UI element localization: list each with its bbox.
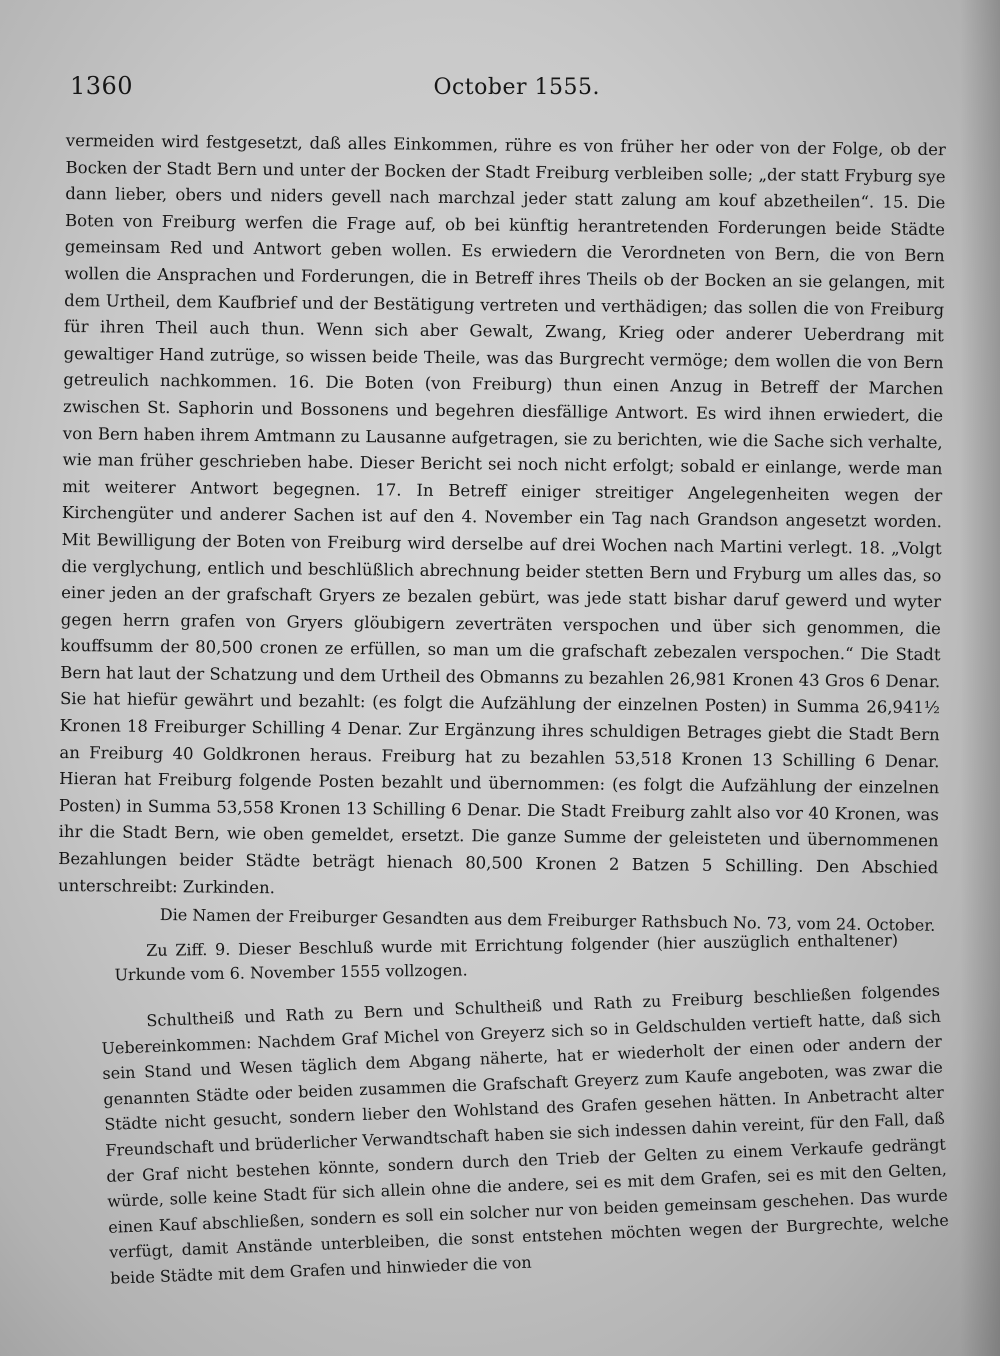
footnote-envoys: Die Namen der Freiburger Gesandten aus dem Freiburger Rathsbuch No. 73, vom 24. October. xyxy=(159,904,936,935)
main-paragraph: vermeiden wird festgesetzt, daß alles Einkommen, rühre es von früher her oder von der Folge, ob der Bocken der Stadt Bern und unter der Bocken der Stadt Freiburg verbleiben solle; „der statt Fryburg sye dann lieber, obers und niders gevell nach marchzal jeder statt zalung am kouf abzetheilen“. 15. Die Boten von Freiburg werfen die Frage auf, ob bei künftig herantretenden Forderungen beide Städte gemeinsam Red und Antwort geben wollen. Es erwiedern die Verordneten von Bern, die von Bern wollen die Ansprachen und Forderungen, die in Betreff ihres Theils ob der Bocken an sie gelangen, mit dem Urtheil, dem Kaufbrief und der Bestätigung vertreten und verthädigen; das sollen die von Freiburg für ihren Theil auch thun. Wenn sich aber Gewalt, Zwang, Krieg oder anderer Ueberdrang mit gewaltiger Hand zutrüge, so wissen beide Theile, was das Burgrecht vermöge; dem wollen die von Bern getreulich nachkommen. 16. Die Boten (von Freiburg) thun einen Anzug in Betreff der Marchen zwischen St. Saphorin und Bossonens und begehren diesfällige Antwort. Es wird ihnen erwiedert, die von Bern haben ihrem Amtmann zu Lausanne aufgetragen, sie zu berichten, wie die Sache sich verhalte, wie man früher geschrieben habe. Dieser Bericht sei noch nicht erfolgt; sobald er einlange, werde man mit weiterer Antwort begegnen. 17. In Betreff einiger streitiger Angelegenheiten wegen der Kirchengüter und anderer Sachen ist auf den 4. November ein Tag nach Grandson angesetzt worden. Mit Bewilligung der Boten von Freiburg wird derselbe auf drei Wochen nach Martini verlegt. 18. „Volgt die verglychung, entlich und beschlüßlich abrechnung beider stetten Bern und Fryburg um alles das, so einer jeden an der grafschaft Gryers ze bezalen gebürt, was jede statt bishar daruf gewerd und wyter gegen herrn grafen von Gryers glöubigern zeverträten verspochen und über sich genommen, die kouffsumm der 80,500 cronen ze erfüllen, so man um die grafschaft zebezalen verspochen.“ Die Stadt Bern hat laut der Schatzung und dem Urtheil des Obmanns zu bezahlen 26,981 Kronen 43 Gros 6 Denar. Sie hat hiefür gewährt und bezahlt: (es folgt die Aufzählung der einzelnen Posten) in Summa 26,941½ Kronen 18 Freiburger Schilling 4 Denar. Zur Ergänzung ihres schuldigen Betrages giebt die Stadt Bern an Freiburg 40 Goldkronen heraus. Freiburg hat zu bezahlen 53,518 Kronen 13 Schilling 6 Denar. Hieran hat Freiburg folgende Posten bezahlt und übernommen: (es folgt die Aufzählung der einzelnen Posten) in Summa 53,558 Kronen 13 Schilling 6 Denar. Die Stadt Freiburg zahlt also vor 40 Kronen, was ihr die Stadt Bern, wie oben gemeldet, ersetzt. Die ganze Summe der geleisteten und übernommenen Bezahlungen beider Städte beträgt hienach 80,500 Kronen 2 Batzen 5 Schilling. Den Abschied unterschreibt: Zurkinden. xyxy=(57,130,946,897)
document-excerpt: Schultheiß und Rath zu Bern und Schultheiß und Rath zu Freiburg beschließen folgendes Uebereinkommen: Nachdem Graf Michel von Greyerz sich so in Geldschulden vertieft hatte, daß sich sein Stand und Wesen täglich dem Abgang näherte, hat er wiederholt der einen oder andern der genannten Städte oder beiden zusammen die Grafschaft Greyerz zum Kaufe angeboten, was zwar die Städte nicht gesucht, sondern lieber den Wohlstand des Grafen gesehen hätten. In Anbetracht alter Freundschaft und brüderlicher Verwandtschaft haben sie sich indessen dahin vereint, für den Fall, daß der Graf nicht bestehen könnte, sondern durch den Trieb der Gelten zu einem Verkaufe gedrängt würde, solle keine Stadt für sich allein ohne die andere, sei es mit dem Grafen, sei es mit den Gelten, einen Kauf abschließen, sondern es soll ein solcher nur von beiden gemeinsam geschehen. Das wurde verfügt, damit Anstände unterbleiben, die sonst entstehen möchten wegen der Burgrechte, welche beide Städte mit dem Grafen und hinwieder die von xyxy=(101,980,950,1288)
page-number: 1360 xyxy=(70,72,134,100)
running-head: October 1555. xyxy=(433,75,600,100)
page-edge-shadow xyxy=(960,0,1000,1356)
page-header xyxy=(70,72,600,112)
footnote-ziff-9: Zu Ziff. 9. Dieser Beschluß wurde mit Errichtung folgender (hier auszüglich enthaltener) Urkunde vom 6. November 1555 vollzogen. xyxy=(114,930,899,985)
